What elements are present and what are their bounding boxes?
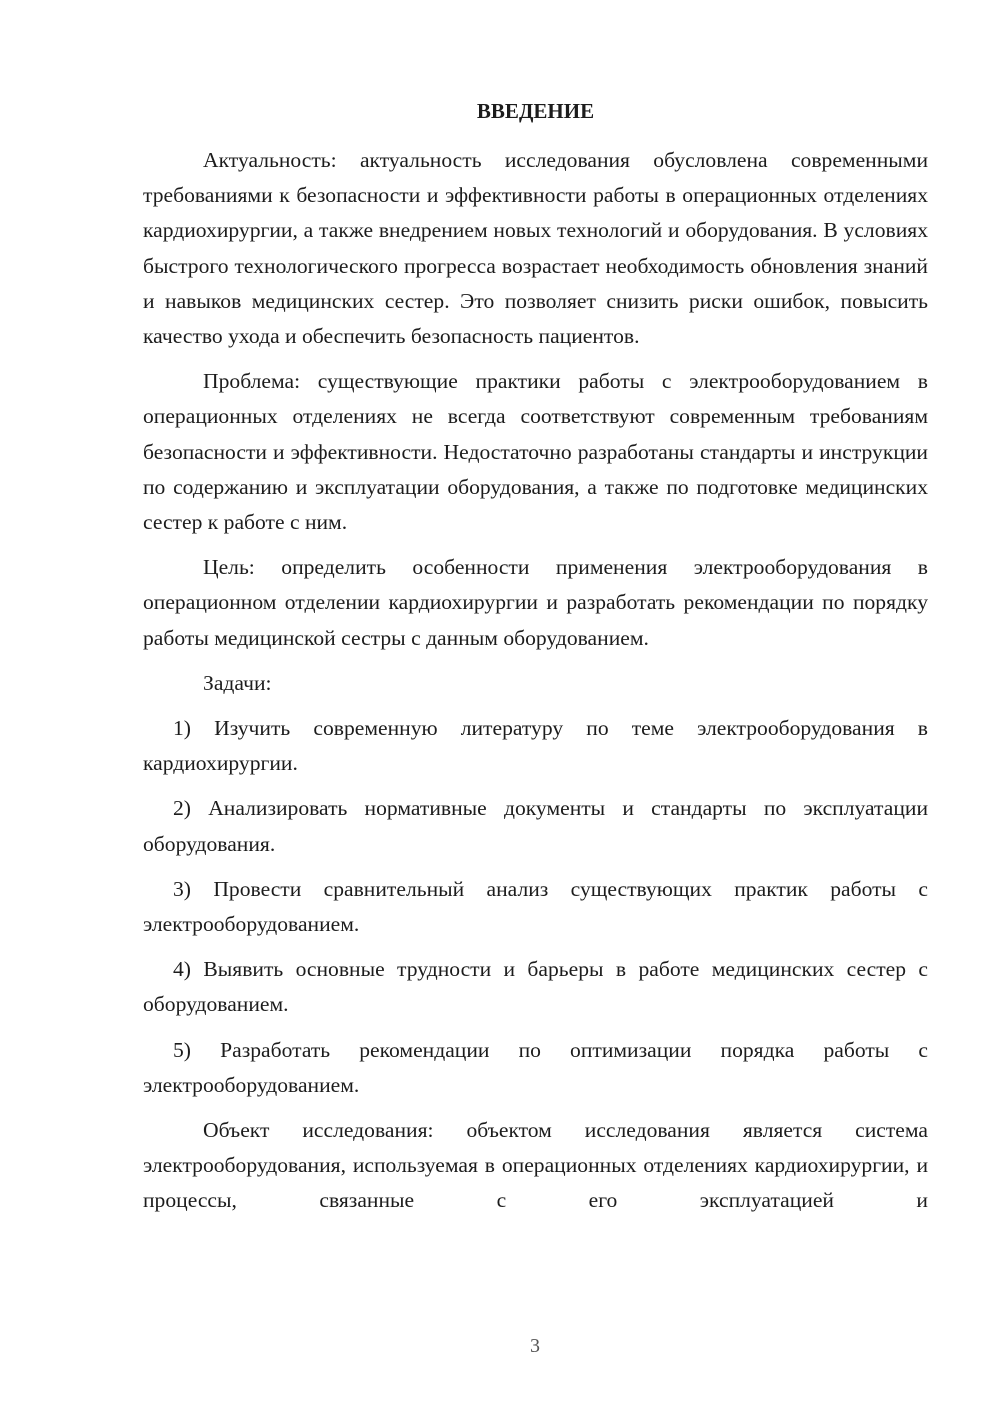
section-heading: ВВЕДЕНИЕ [476, 99, 595, 123]
task-item: 2) Анализировать нормативные документы и стандарты по эксплуатации оборудования. [143, 796, 928, 856]
task-item: 3) Провести сравнительный анализ существующих практик работы с электрооборудованием. [143, 876, 928, 937]
page-number: 3 [530, 1335, 540, 1357]
task-item: 4) Выявить основные трудности и барьеры в работе медицинских сестер с оборудованием. [143, 957, 928, 1017]
paragraph-object: Объект исследования: объектом исследования является система электрооборудования, используемая в операционных отделениях кардиохирургии, и процессы, связанные с его эксплуатацией и [143, 1118, 928, 1213]
task-item: 1) Изучить современную литературу по теме электрооборудования в кардиохирургии. [143, 716, 928, 776]
document-body [143, 143, 928, 1219]
tasks-label: Задачи: [203, 670, 272, 695]
paragraph-problem: Проблема: существующие практики работы с электрооборудованием в операционных отделениях не всегда соответствуют современным требованиям безопасности и эффективности. Недостаточно разработаны стандарты и инструкции по содержанию и эксплуатации оборудования, а также по подготовке медицинских сестер к работе с ним. [143, 369, 928, 535]
paragraph-relevance: Актуальность: актуальность исследования обусловлена современными требованиями к безопасности и эффективности работы в операционных отделениях кардиохирургии, а также внедрением новых технологий и оборудования. В условиях быстрого технологического прогресса возрастает необходимость обновления знаний и навыков медицинских сестер. Это позволяет снизить риски ошибок, повысить качество ухода и обеспечить безопасность пациентов. [143, 148, 928, 349]
task-item: 5) Разработать рекомендации по оптимизации порядка работы с электрооборудованием. [143, 1037, 928, 1097]
paragraph-goal: Цель: определить особенности применения электрооборудования в операционном отделении кардиохирургии и разработать рекомендации по порядку работы медицинской сестры с данным оборудованием. [143, 555, 928, 650]
